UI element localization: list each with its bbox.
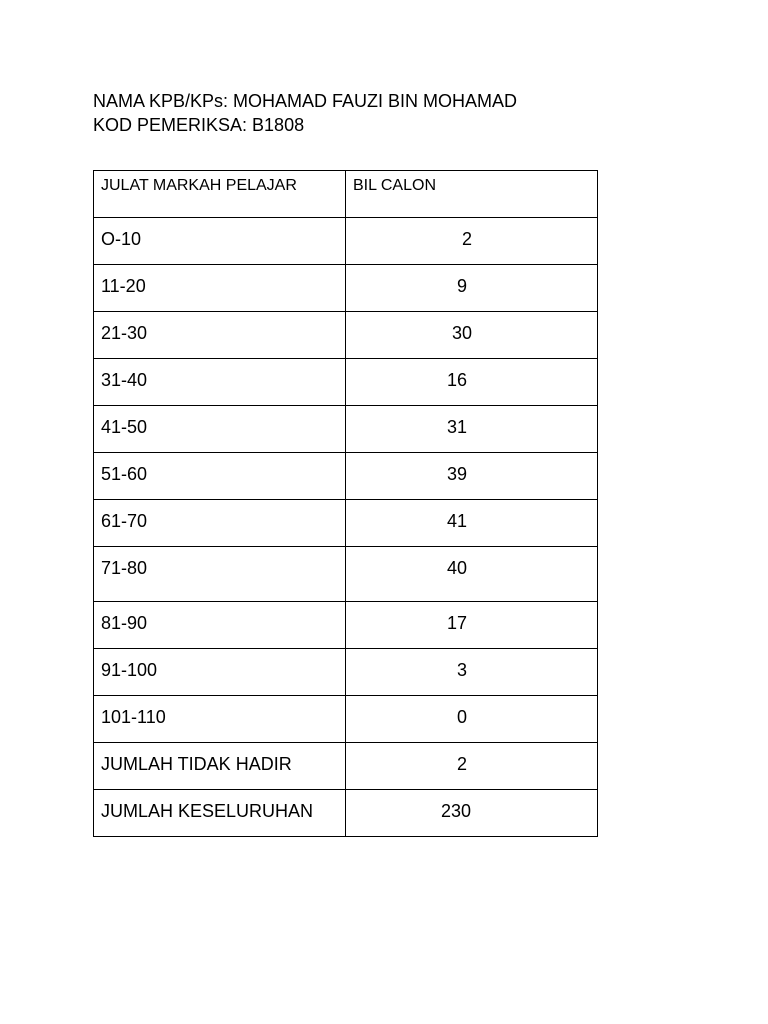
- range-cell: 101-110: [94, 696, 346, 743]
- header-cell-range: JULAT MARKAH PELAJAR: [94, 171, 346, 218]
- table-header-row: [94, 171, 598, 218]
- range-cell: JUMLAH TIDAK HADIR: [94, 743, 346, 790]
- range-cell: 71-80: [94, 547, 346, 602]
- table-row: [94, 547, 598, 602]
- count-cell: 9: [346, 265, 598, 312]
- range-cell: O-10: [94, 218, 346, 265]
- table-row: [94, 696, 598, 743]
- count-cell: 40: [346, 547, 598, 602]
- header-cell-count: BIL CALON: [346, 171, 598, 218]
- range-cell: 21-30: [94, 312, 346, 359]
- examiner-name: NAMA KPB/KPs: MOHAMAD FAUZI BIN MOHAMAD: [93, 91, 518, 111]
- range-cell: 51-60: [94, 453, 346, 500]
- count-cell: 16: [346, 359, 598, 406]
- count-cell: 230: [346, 790, 598, 837]
- count-cell: 3: [346, 649, 598, 696]
- count-cell: 39: [346, 453, 598, 500]
- count-cell: 0: [346, 696, 598, 743]
- table-row: [94, 790, 598, 837]
- table-row: [94, 265, 598, 312]
- count-cell: 41: [346, 500, 598, 547]
- table-row: [94, 500, 598, 547]
- table-row: [94, 406, 598, 453]
- table-row: [94, 602, 598, 649]
- count-cell: 17: [346, 602, 598, 649]
- range-cell: 31-40: [94, 359, 346, 406]
- count-cell: 2: [346, 743, 598, 790]
- range-cell: 41-50: [94, 406, 346, 453]
- count-cell: 2: [346, 218, 598, 265]
- range-cell: 81-90: [94, 602, 346, 649]
- range-cell: 91-100: [94, 649, 346, 696]
- range-cell: 61-70: [94, 500, 346, 547]
- table-row: [94, 312, 598, 359]
- count-cell: 30: [346, 312, 598, 359]
- document-header: [93, 89, 517, 137]
- examiner-code: KOD PEMERIKSA: B1808: [93, 115, 305, 135]
- count-cell: 31: [346, 406, 598, 453]
- range-cell: 11-20: [94, 265, 346, 312]
- table-row: [94, 453, 598, 500]
- table-row: [94, 359, 598, 406]
- marks-distribution-table: [93, 170, 598, 837]
- table-row: [94, 218, 598, 265]
- table-row: [94, 649, 598, 696]
- range-cell: JUMLAH KESELURUHAN: [94, 790, 346, 837]
- table-row: [94, 743, 598, 790]
